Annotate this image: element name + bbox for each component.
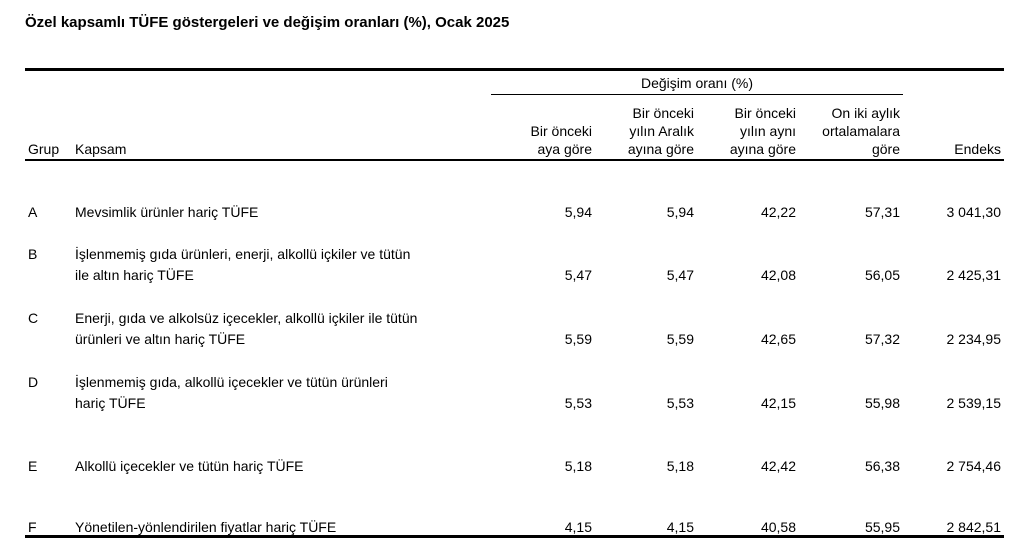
row-december-change: 4,15 (666, 519, 694, 535)
row-annual-change: 40,58 (760, 519, 796, 535)
row-kapsam-line: ürünleri ve altın hariç TÜFE (75, 331, 246, 347)
row-december-change: 5,47 (666, 267, 694, 283)
row-kapsam-line: İşlenmemiş gıda ürünleri, enerji, alkollü içkiler ve tütün (75, 246, 411, 262)
page-title: Özel kapsamlı TÜFE göstergeleri ve değişim oranları (%), Ocak 2025 (25, 14, 510, 31)
column-header-kapsam: Kapsam (75, 141, 127, 157)
row-kapsam-line: İşlenmemiş gıda, alkollü içecekler ve tütün ürünleri (75, 374, 388, 390)
row-endeks: 3 041,30 (946, 204, 1001, 220)
row-annual-change: 42,22 (760, 204, 796, 220)
row-group: D (28, 374, 39, 390)
row-annual-change: 42,42 (760, 458, 796, 474)
row-monthly-change: 5,59 (564, 331, 592, 347)
column-header-line: göre (871, 141, 900, 157)
column-header-line: aya göre (537, 141, 592, 157)
row-monthly-change: 5,47 (564, 267, 592, 283)
change-rate-group-rule (491, 94, 903, 95)
row-twelve-month-average: 56,05 (864, 267, 900, 283)
row-december-change: 5,59 (666, 331, 694, 347)
row-annual-change: 42,08 (760, 267, 796, 283)
column-header-line: Endeks (954, 141, 1001, 157)
column-header-line: ayına göre (729, 141, 796, 157)
row-endeks: 2 234,95 (946, 331, 1001, 347)
row-monthly-change: 4,15 (564, 519, 592, 535)
column-header-line: Bir önceki (632, 105, 694, 121)
row-annual-change: 42,65 (760, 331, 796, 347)
column-header-line: Bir önceki (530, 123, 592, 139)
row-endeks: 2 425,31 (946, 267, 1001, 283)
row-monthly-change: 5,94 (564, 204, 592, 220)
row-endeks: 2 539,15 (946, 395, 1001, 411)
row-kapsam-line: hariç TÜFE (75, 395, 146, 411)
row-kapsam-line: Mevsimlik ürünler hariç TÜFE (75, 204, 259, 220)
row-group: A (28, 204, 38, 220)
row-group: F (28, 519, 37, 535)
row-kapsam-line: Alkollü içecekler ve tütün hariç TÜFE (75, 458, 304, 474)
row-annual-change: 42,15 (760, 395, 796, 411)
column-header-line: yılın Aralık (629, 123, 694, 139)
row-kapsam-line: Yönetilen-yönlendirilen fiyatlar hariç TÜFE (75, 519, 337, 535)
row-group: E (28, 458, 38, 474)
column-header-line: On iki aylık (831, 105, 900, 121)
row-kapsam (75, 308, 485, 350)
table-top-rule (25, 68, 1004, 71)
row-group: C (28, 310, 39, 326)
row-kapsam (75, 456, 485, 477)
row-kapsam (75, 244, 485, 286)
row-endeks: 2 754,46 (946, 458, 1001, 474)
column-header-line: Bir önceki (734, 105, 796, 121)
row-kapsam-line: Enerji, gıda ve alkolsüz içecekler, alkollü içkiler ile tütün (75, 310, 418, 326)
row-twelve-month-average: 55,95 (864, 519, 900, 535)
row-december-change: 5,94 (666, 204, 694, 220)
column-header-twelve-month-average (800, 96, 900, 158)
row-twelve-month-average: 55,98 (864, 395, 900, 411)
column-header-line: yılın aynı (739, 123, 796, 139)
row-monthly-change: 5,18 (564, 458, 592, 474)
column-header-grup: Grup (28, 141, 60, 157)
row-kapsam (75, 202, 485, 223)
column-header-annual-change (700, 96, 796, 158)
row-twelve-month-average: 57,32 (864, 331, 900, 347)
row-monthly-change: 5,53 (564, 395, 592, 411)
change-rate-group-header: Değişim oranı (%) (640, 75, 754, 91)
row-twelve-month-average: 57,31 (864, 204, 900, 220)
table-header-rule (25, 159, 1004, 161)
column-header-line: ortalamalara (822, 123, 900, 139)
row-kapsam (75, 372, 485, 414)
column-header-endeks (905, 96, 1001, 158)
row-kapsam-line: ile altın hariç TÜFE (75, 267, 194, 283)
column-header-line: ayına göre (627, 141, 694, 157)
row-december-change: 5,18 (666, 458, 694, 474)
row-twelve-month-average: 56,38 (864, 458, 900, 474)
row-endeks: 2 842,51 (946, 519, 1001, 535)
row-group: B (28, 246, 38, 262)
table-bottom-rule (25, 535, 1004, 538)
column-header-monthly-change (495, 96, 592, 158)
column-header-december-change (600, 96, 694, 158)
row-december-change: 5,53 (666, 395, 694, 411)
